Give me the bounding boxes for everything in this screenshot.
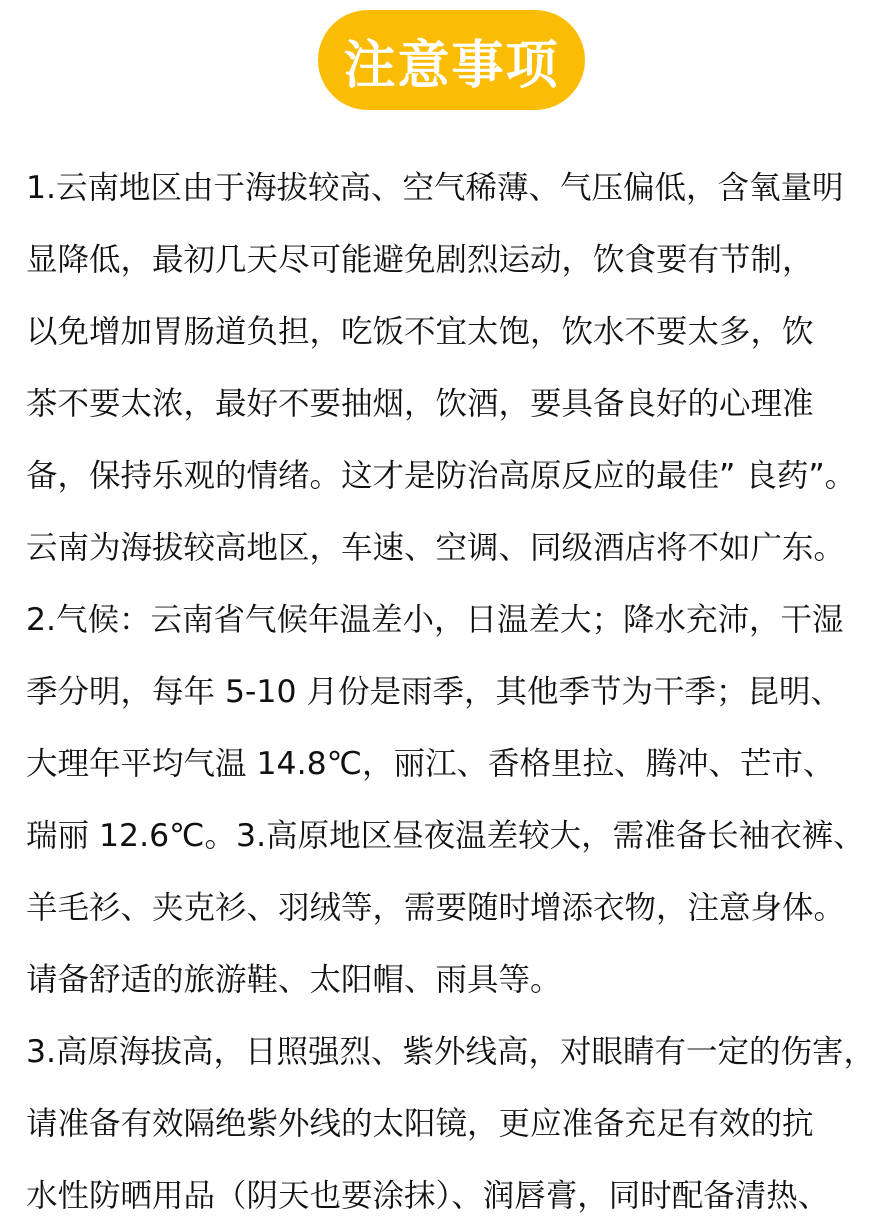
text-line: 2.气候：云南省气候年温差小，日温差大；降水充沛，干湿: [26, 602, 844, 638]
notice-body: [26, 152, 876, 1232]
text-line: 瑞丽 12.6℃。3.高原地区昼夜温差较大，需准备长袖衣裤、: [26, 818, 865, 854]
text-line: 1.云南地区由于海拔较高、空气稀薄、气压偏低，含氧量明: [26, 170, 844, 206]
text-line: 云南为海拔较高地区，车速、空调、同级酒店将不如广东。: [26, 530, 846, 566]
text-line: 羊毛衫、夹克衫、羽绒等，需要随时增添衣物，注意身体。: [26, 890, 846, 926]
text-line: 请备舒适的旅游鞋、太阳帽、雨具等。: [26, 962, 562, 998]
text-line: 备，保持乐观的情绪。这才是防治高原反应的最佳” 良药”。: [26, 458, 857, 494]
text-line: 以免增加胃肠道负担，吃饭不宜太饱，饮水不要太多，饮: [26, 314, 814, 350]
text-line: 季分明，每年 5-10 月份是雨季，其他季节为干季；昆明、: [26, 674, 843, 710]
text-line: 茶不要太浓，最好不要抽烟，饮酒，要具备良好的心理准: [26, 386, 814, 422]
title-badge: [318, 10, 585, 110]
page-title: 注意事项: [343, 34, 560, 96]
text-line: 请准备有效隔绝紫外线的太阳镜，更应准备充足有效的抗: [26, 1106, 814, 1142]
text-line: 水性防晒用品（阴天也要涂抹）、润唇膏，同时配备清热、: [26, 1178, 830, 1214]
text-line: 3.高原海拔高，日照强烈、紫外线高，对眼睛有一定的伤害，: [26, 1034, 876, 1070]
text-line: 大理年平均气温 14.8℃，丽江、香格里拉、腾冲、芒市、: [26, 746, 835, 782]
text-line: 显降低，最初几天尽可能避免剧烈运动，饮食要有节制，: [26, 242, 814, 278]
